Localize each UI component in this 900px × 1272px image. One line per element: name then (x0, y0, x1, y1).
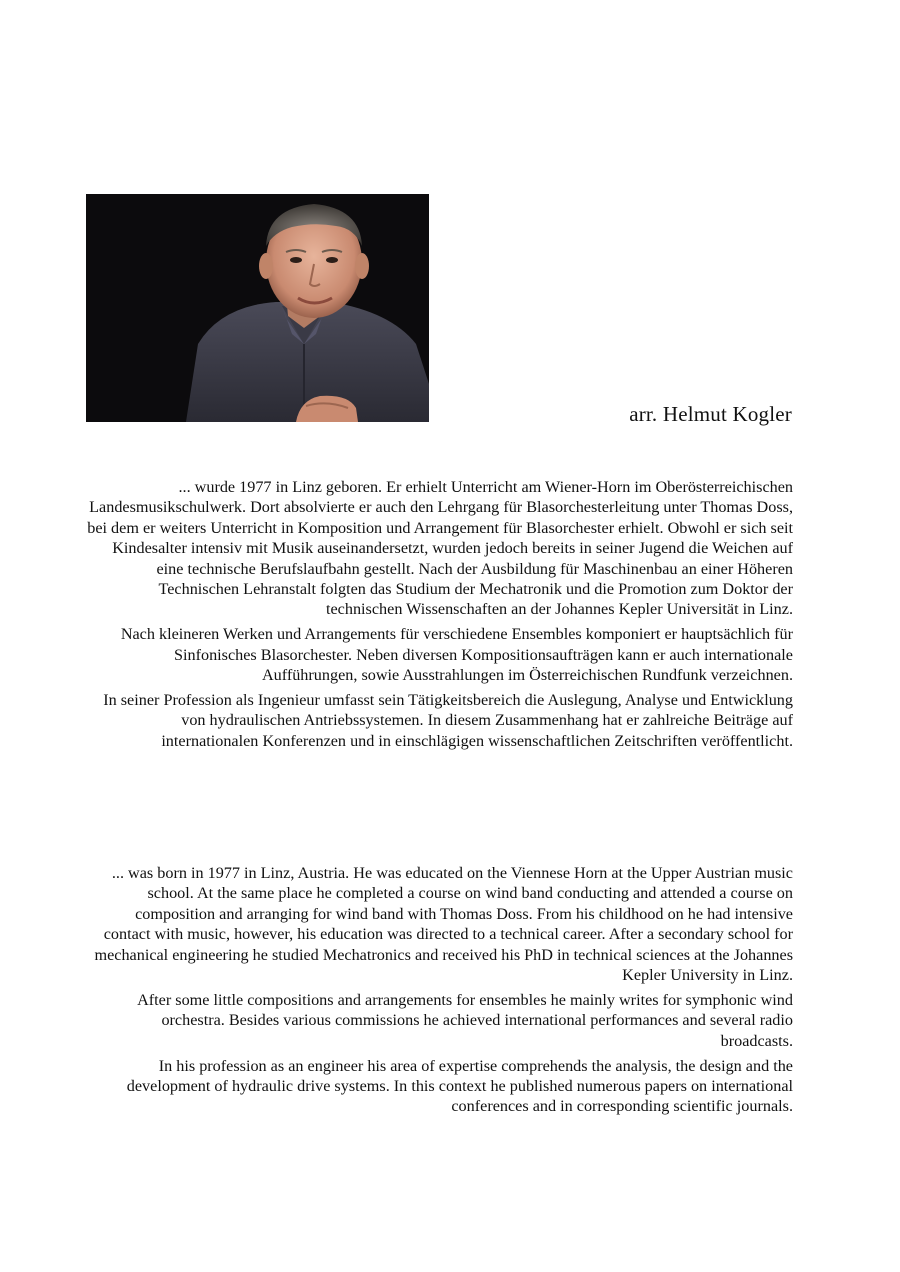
portrait-photo (86, 194, 429, 422)
arranger-credit: arr. Helmut Kogler (629, 402, 792, 426)
bio-german-paragraph: ... wurde 1977 in Linz geboren. Er erhielt Unterricht am Wiener-Horn im Oberösterreichischen Landesmusikschulwerk. Dort absolvierte er auch den Lehrgang für Blasorchesterleitung unter Thomas Doss, bei dem er weiters Unterricht in Komposition und Arrangement für Blasorchester erhielt. Obwohl er sich seit Kindesalter intensiv mit Musik auseinandersetzt, wurden jedoch bereits in seiner Jugend die Weichen auf eine technische Berufslaufbahn gestellt. Nach der Ausbildung für Maschinenbau an einer Höheren Technischen Lehranstalt folgten das Studium der Mechatronik und die Promotion zum Doktor der technischen Wissenschaften an der Johannes Kepler Universität in Linz. (87, 478, 793, 619)
bio-english-paragraph: ... was born in 1977 in Linz, Austria. He was educated on the Viennese Horn at the Upper Austrian music school. At the same place he completed a course on wind band conducting and attended a course on composition and arranging for wind band with Thomas Doss. From his childhood on he had intensive contact with music, however, his education was directed to a technical career. After a secondary school for mechanical engineering he studied Mechatronics and received his PhD in technical sciences at the Johannes Kepler University in Linz. (94, 864, 793, 985)
bio-english-paragraph: After some little compositions and arrangements for ensembles he mainly writes for symphonic wind orchestra. Besides various commissions he achieved international performances and several radio broadcasts. (137, 990, 793, 1050)
bio-english-paragraph: In his profession as an engineer his area of expertise comprehends the analysis, the design and the development of hydraulic drive systems. In this context he published numerous papers on international conferences and in corresponding scientific journals. (126, 1056, 793, 1116)
biography-german (86, 477, 793, 756)
biography-english (86, 863, 793, 1121)
bio-german-paragraph: In seiner Profession als Ingenieur umfasst sein Tätigkeitsbereich die Auslegung, Analyse und Entwicklung von hydraulischen Antriebssystemen. In diesem Zusammenhang hat er zahlreiche Beiträge auf internationalen Konferenzen und in einschlägigen wissenschaftlichen Zeitschriften veröffentlicht. (103, 691, 793, 750)
bio-german-paragraph: Nach kleineren Werken und Arrangements für verschiedene Ensembles komponiert er hauptsächlich für Sinfonisches Blasorchester. Neben diversen Kompositionsaufträgen kann er auch internationale Aufführungen, sowie Ausstrahlungen im Österreichischen Rundfunk verzeichnen. (120, 625, 793, 685)
